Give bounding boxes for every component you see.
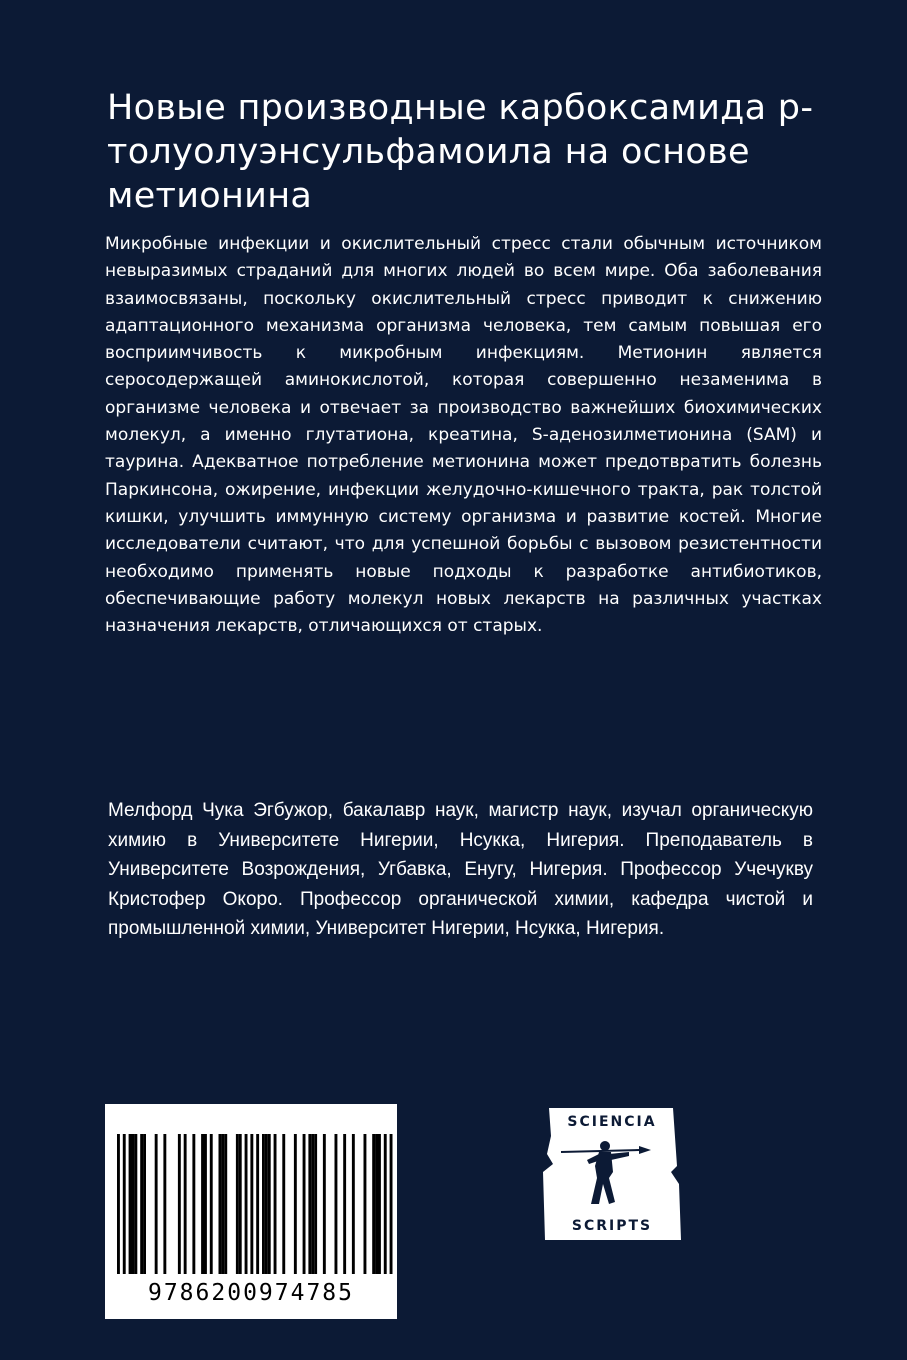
author-bio: Мелфорд Чука Эгбужор, бакалавр наук, магистр наук, изучал органическую химию в Университете Нигерии, Нсукка, Нигерия. Преподаватель в Университете Возрождения, Угбавка, Енугу, Нигерия. Профессор Учечукву Кристофер Окоро. Профессор органической химии, кафедра чистой и промышленной химии, Университет Нигерии, Нсукка, Нигерия. xyxy=(108,800,813,939)
barcode-bar xyxy=(224,1134,227,1274)
logo-text-top: SCIENCIA xyxy=(567,1114,657,1130)
barcode-bar xyxy=(308,1134,311,1274)
barcode-bar xyxy=(163,1134,166,1274)
barcode-bar xyxy=(219,1134,222,1274)
barcode-bar xyxy=(132,1134,135,1274)
barcode-bar xyxy=(117,1134,120,1274)
barcode-bar xyxy=(262,1134,265,1274)
barcode-bar xyxy=(236,1134,239,1274)
barcode-bar xyxy=(268,1134,271,1274)
barcode-bar xyxy=(201,1134,204,1274)
barcode-bar xyxy=(143,1134,146,1274)
barcode-bar xyxy=(294,1134,297,1274)
barcode-bar xyxy=(314,1134,317,1274)
barcode-bar xyxy=(134,1134,137,1274)
publisher-logo xyxy=(543,1106,681,1242)
barcode-bar xyxy=(303,1134,306,1274)
barcode-bar xyxy=(378,1134,381,1274)
barcode-bar xyxy=(265,1134,268,1274)
barcode-bar xyxy=(343,1134,346,1274)
logo-text-bottom: SCRIPTS xyxy=(571,1218,653,1234)
barcode-bar xyxy=(192,1134,195,1274)
barcode-bar xyxy=(221,1134,224,1274)
barcode-bar xyxy=(178,1134,181,1274)
barcode-bar xyxy=(245,1134,248,1274)
barcode-bar xyxy=(274,1134,277,1274)
isbn-number: 9786200974785 xyxy=(147,1280,354,1306)
barcode-bar xyxy=(210,1134,213,1274)
book-title: Новые производные карбоксамида p-толуолуэнсульфамоила на основе метионина xyxy=(107,88,814,216)
barcode-bar xyxy=(256,1134,259,1274)
barcode-bar xyxy=(282,1134,285,1274)
barcode-bar xyxy=(390,1134,393,1274)
book-description: Микробные инфекции и окислительный стресс стали обычным источником невыразимых страданий для многих людей во всем мире. Оба заболевания взаимосвязаны, поскольку окислительный стресс приводит к снижению адаптационного механизма организма человека, тем самым повышая его восприимчивость к микробным инфекциям. Метионин является серосодержащей аминокислотой, которая совершенно незаменима в организме человека и отвечает за производство важнейших биохимических молекул, а именно глутатиона, креатина, S-аденозилметионина (SAM) и таурина. Адекватное потребление метионина может предотвратить болезнь Паркинсона, ожирение, инфекции желудочно-кишечного тракта, рак толстой кишки, улучшить иммунную систему организма и развитие костей. Многие исследователи считают, что для успешной борьбы с вызовом резистентности необходимо применять новые подходы к разработке антибиотиков, обеспечивающие работу молекул новых лекарств на различных участках назначения лекарств, отличающихся от старых. xyxy=(105,234,822,637)
barcode-bar xyxy=(140,1134,143,1274)
barcode-bars xyxy=(105,1104,397,1284)
barcode-bar xyxy=(250,1134,253,1274)
barcode-bar xyxy=(364,1134,367,1274)
barcode-bar xyxy=(384,1134,387,1274)
barcode-bar xyxy=(123,1134,126,1274)
barcode-bar xyxy=(184,1134,187,1274)
barcode xyxy=(105,1104,397,1319)
barcode-bar xyxy=(335,1134,338,1274)
barcode-bar xyxy=(129,1134,132,1274)
barcode-bar xyxy=(204,1134,207,1274)
barcode-bar xyxy=(375,1134,378,1274)
barcode-bar xyxy=(352,1134,355,1274)
barcode-bar xyxy=(155,1134,158,1274)
barcode-bar xyxy=(372,1134,375,1274)
barcode-bar xyxy=(239,1134,242,1274)
barcode-bar xyxy=(323,1134,326,1274)
barcode-bar xyxy=(311,1134,314,1274)
